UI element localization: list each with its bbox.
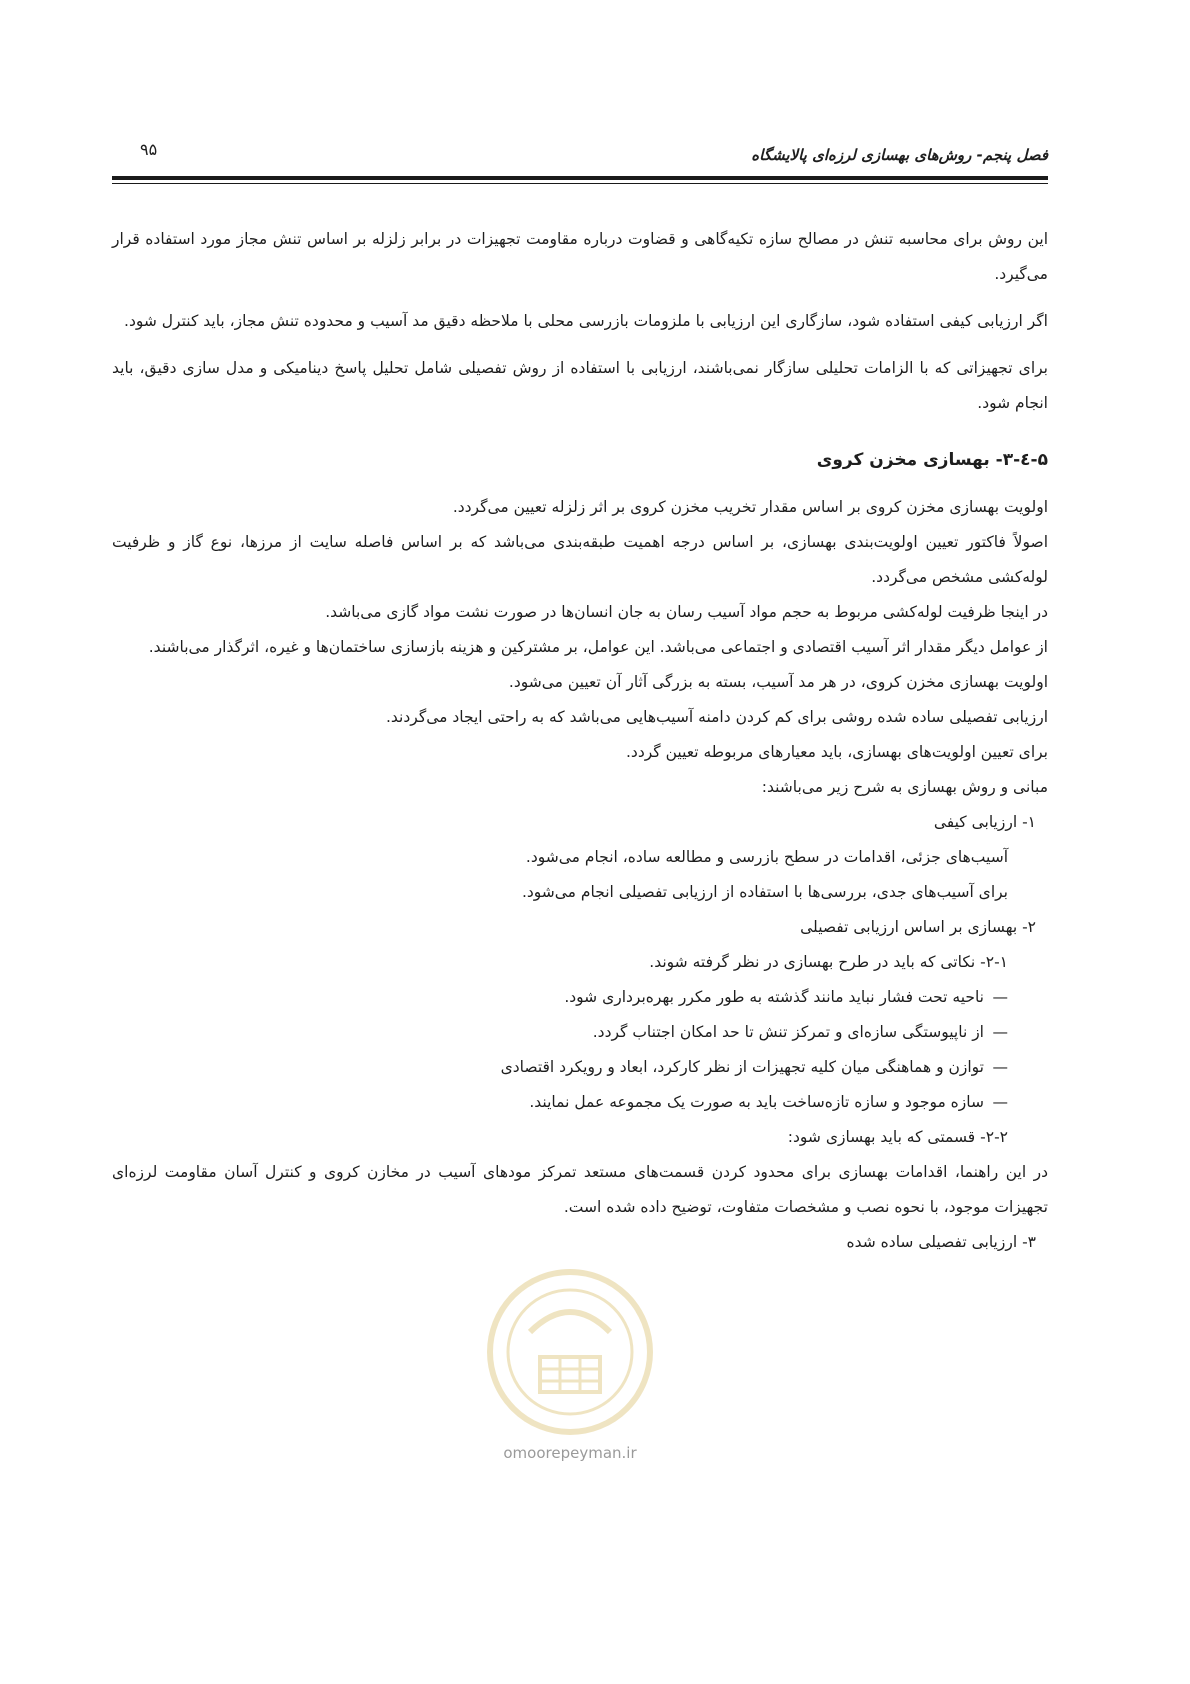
dash-list-item	[112, 1050, 1048, 1085]
dash-item-text: ناحیه تحت فشار نباید مانند گذشته به طور مکرر بهره‌برداری شود.	[564, 988, 984, 1006]
dash-item-text: توازن و هماهنگی میان کلیه تجهیزات از نظر کارکرد، ابعاد و رویکرد اقتصادی	[500, 1058, 984, 1076]
paragraph: این روش برای محاسبه تنش در مصالح سازه تکیه‌گاهی و قضاوت درباره مقاومت تجهیزات در برابر زلزله بر اساس تنش مجاز مورد استفاده قرار می‌گیرد.	[112, 230, 1048, 283]
watermark-logo-icon	[470, 1262, 670, 1442]
paragraph: در اینجا ظرفیت لوله‌کشی مربوط به حجم مواد آسیب رسان به جان انسان‌ها در صورت نشت مواد گازی می‌باشد.	[325, 603, 1048, 621]
paragraph: اگر ارزیابی کیفی استفاده شود، سازگاری این ارزیابی با ملزومات بازرسی محلی با ملاحظه دقیق مد آسیب و محدوده تنش مجاز، باید کنترل شود.	[124, 312, 1048, 330]
list-item-2-1: ۲-۱- نکاتی که باید در طرح بهسازی در نظر گرفته شوند.	[649, 953, 1008, 971]
dash-item-text: از ناپیوستگی سازه‌ای و تمرکز تنش تا حد امکان اجتناب گردد.	[592, 1023, 984, 1041]
list-item-1-line: آسیب‌های جزئی، اقدامات در سطح بازرسی و مطالعه ساده، انجام می‌شود.	[525, 848, 1008, 866]
chapter-title: فصل پنجم- روش‌های بهسازی لرزه‌ای پالایشگاه	[751, 146, 1048, 164]
text-line: ارزیابی تفصیلی ساده شده روشی برای کم کردن دامنه آسیب‌هایی می‌باشد که به راحتی ایجاد می‌گردند.	[385, 708, 1048, 726]
header-rule-thick	[112, 176, 1048, 180]
paragraph: از عوامل دیگر مقدار اثر آسیب اقتصادی و اجتماعی می‌باشد. این عوامل، بر مشترکین و هزینه بازسازی ساختمان‌ها و غیره، اثرگذار می‌باشند.	[148, 638, 1048, 656]
text-line: مبانی و روش بهسازی به شرح زیر می‌باشند:	[761, 778, 1048, 796]
text-line: برای تعیین اولویت‌های بهسازی، باید معیارهای مربوطه تعیین گردد.	[626, 743, 1048, 761]
list-item-1-title: ۱- ارزیابی کیفی	[933, 813, 1036, 831]
watermark-text: omoorepeyman.ir	[503, 1444, 637, 1462]
dash-item-text: سازه موجود و سازه تازه‌ساخت باید به صورت یک مجموعه عمل نمایند.	[529, 1093, 984, 1111]
dash-bullet: —	[992, 1093, 1008, 1111]
dash-list-item	[112, 1085, 1048, 1120]
page-body	[112, 222, 1048, 1260]
section-heading: ۵-٤-۳- بهسازی مخزن کروی	[816, 450, 1048, 470]
list-item-3-title: ۳- ارزیابی تفصیلی ساده شده	[846, 1233, 1036, 1251]
paragraph: اصولاً فاکتور تعیین اولویت‌بندی بهسازی، بر اساس درجه اهمیت طبقه‌بندی می‌باشد که بر اساس فاصله سایت از مرزها، نوع گاز و ظرفیت لوله‌کشی مشخص می‌گردد.	[112, 533, 1048, 586]
paragraph: اولویت بهسازی مخزن کروی بر اساس مقدار تخریب مخزن کروی بر اثر زلزله تعیین می‌گردد.	[452, 498, 1048, 516]
page-header	[112, 138, 1048, 178]
dash-bullet: —	[992, 988, 1008, 1006]
dash-bullet: —	[992, 1058, 1008, 1076]
paragraph: در این راهنما، اقدامات بهسازی برای محدود کردن قسمت‌های مستعد تمرکز مودهای آسیب در مخازن کروی و کنترل آسان مقاومت لرزه‌ای تجهیزات موجود، با نحوه نصب و مشخصات متفاوت، توضیح داده شده است.	[112, 1163, 1048, 1216]
page-number: ۹۵	[140, 140, 158, 159]
dash-list-item	[112, 1015, 1048, 1050]
header-rule-thin	[112, 183, 1048, 184]
list-item-2-title: ۲- بهسازی بر اساس ارزیابی تفصیلی	[800, 918, 1036, 936]
dash-bullet: —	[992, 1023, 1008, 1041]
text-line: اولویت بهسازی مخزن کروی، در هر مد آسیب، بسته به بزرگی آثار آن تعیین می‌شود.	[508, 673, 1048, 691]
dash-list-item	[112, 980, 1048, 1015]
list-item-1-line: برای آسیب‌های جدی، بررسی‌ها با استفاده از ارزیابی تفصیلی انجام می‌شود.	[521, 883, 1008, 901]
paragraph: برای تجهیزاتی که با الزامات تحلیلی سازگار نمی‌باشند، ارزیابی با استفاده از روش تفصیلی شامل تحلیل پاسخ دینامیکی و مدل سازی دقیق، باید انجام شود.	[112, 359, 1048, 412]
list-item-2-2: ۲-۲- قسمتی که باید بهسازی شود:	[787, 1128, 1008, 1146]
